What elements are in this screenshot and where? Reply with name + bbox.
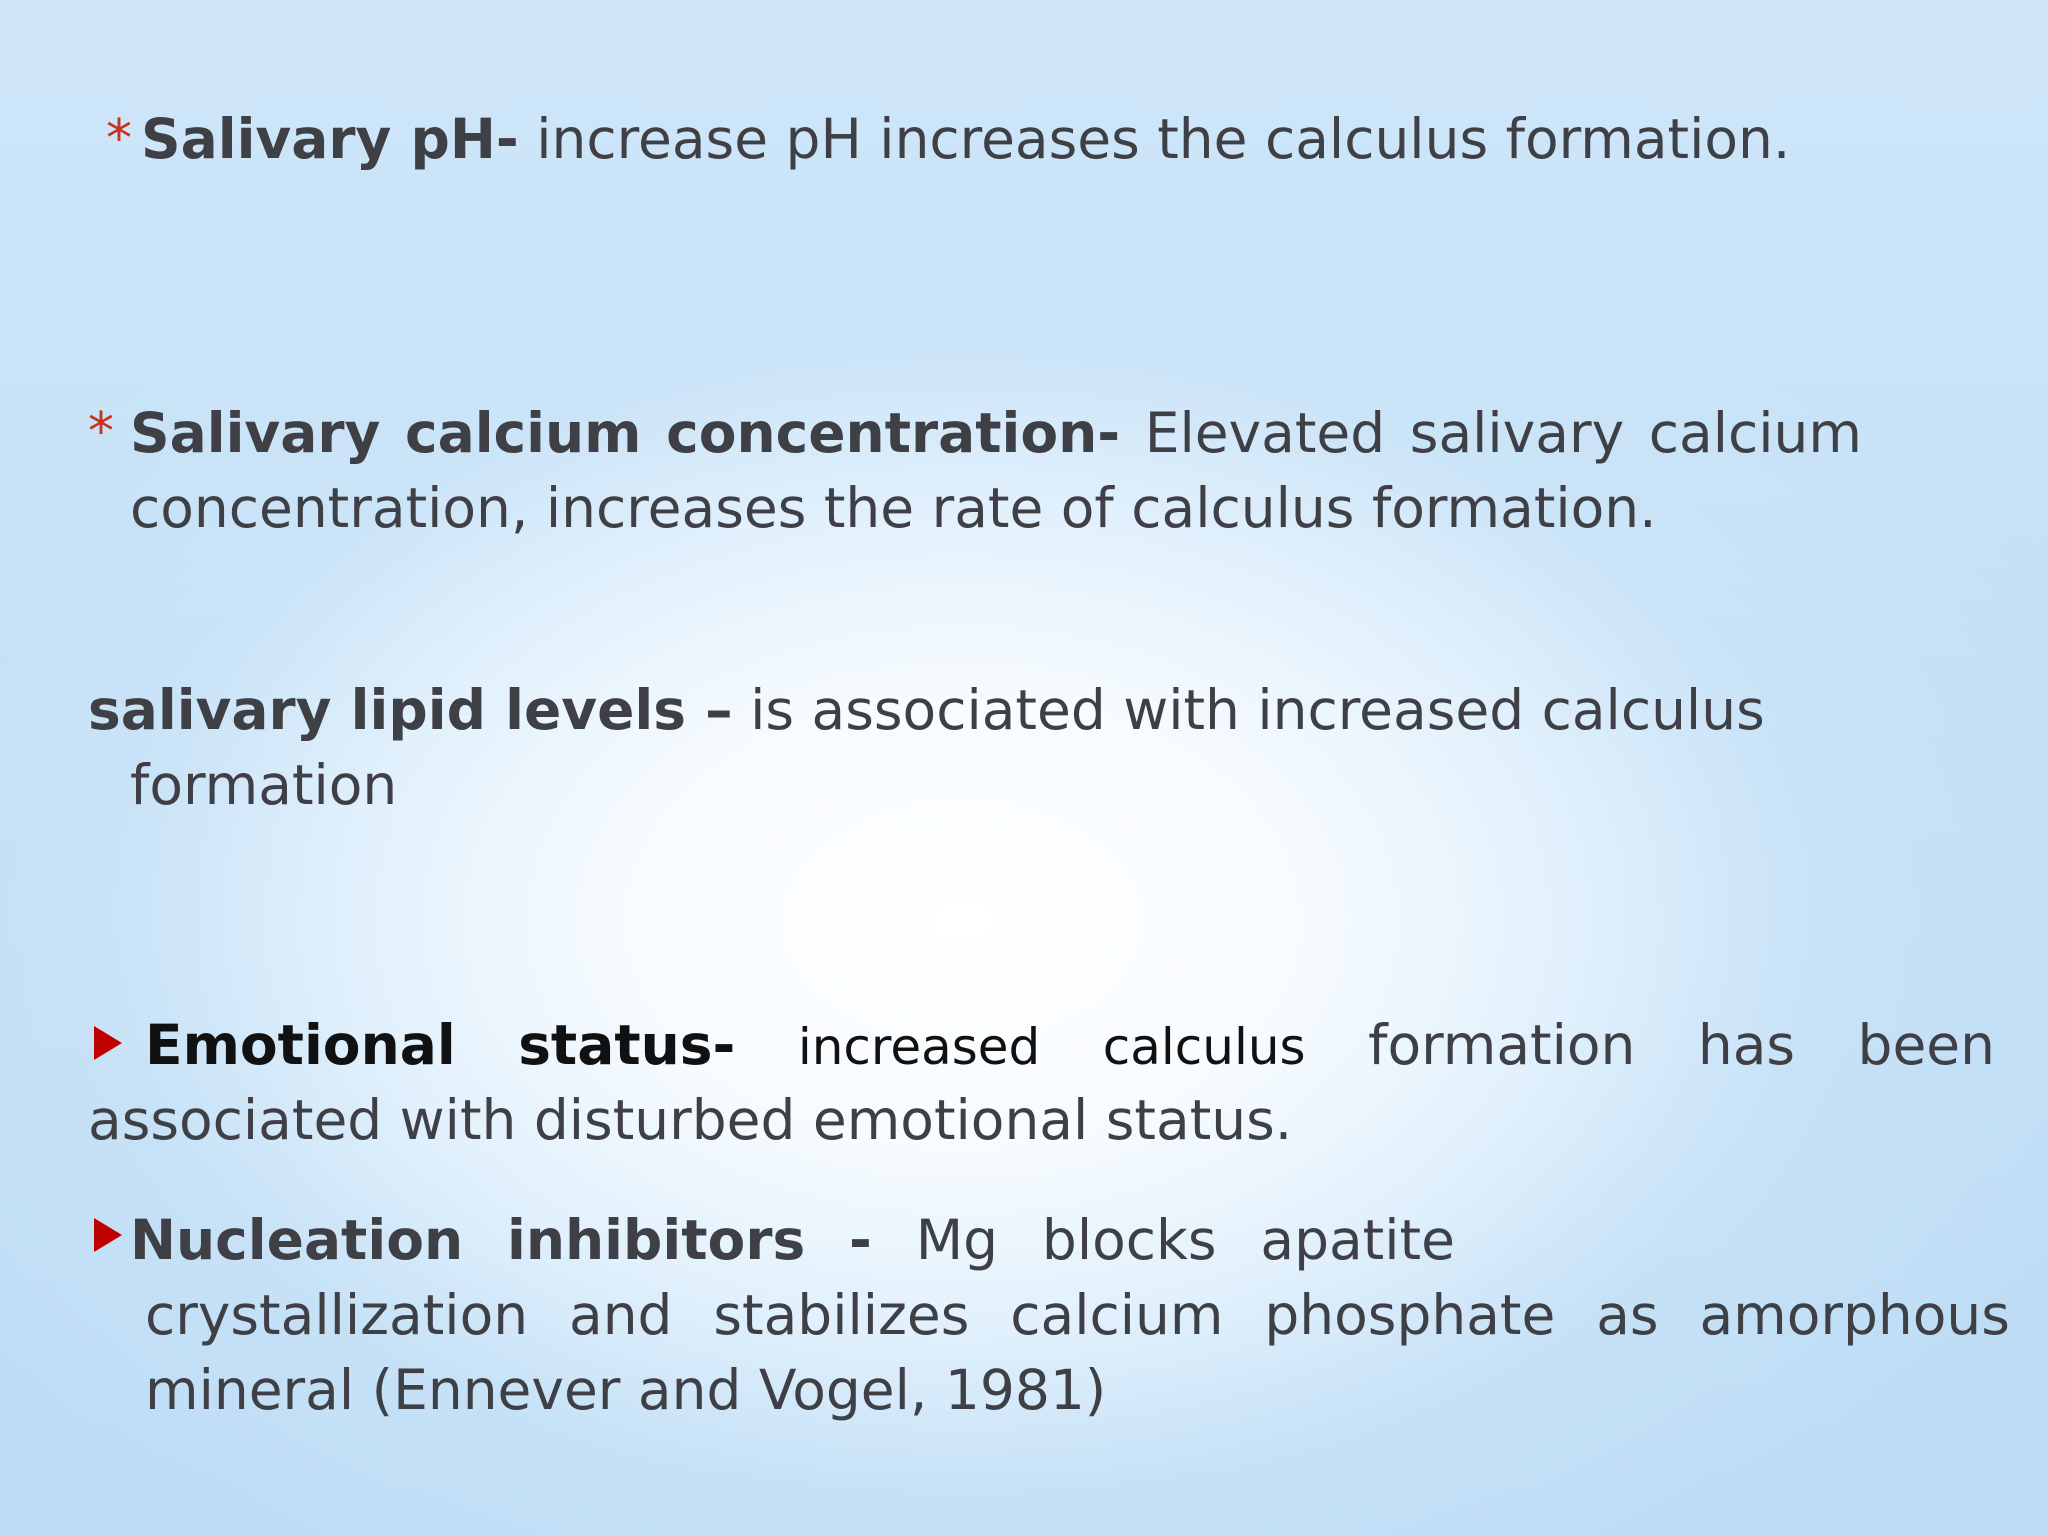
point-text-word: calculus xyxy=(1102,1018,1306,1076)
point-heading: Salivary pH- xyxy=(141,107,519,171)
point-line-2: concentration, increases the rate of calculus formation. xyxy=(130,476,1657,540)
point-text-word: crystallization xyxy=(145,1283,529,1347)
point-text-word: salivary xyxy=(1409,401,1625,465)
point-line-3: mineral (Ennever and Vogel, 1981) xyxy=(145,1358,1107,1422)
point-text-word: blocks xyxy=(1041,1208,1217,1272)
point-heading-word: status- xyxy=(518,1013,736,1077)
point-text-word: formation xyxy=(1368,1013,1636,1077)
point-heading-word: - xyxy=(849,1208,872,1272)
point-text-word: been xyxy=(1857,1013,1995,1077)
point-heading-word: calcium xyxy=(404,401,642,465)
point-heading: salivary lipid levels – xyxy=(88,678,733,742)
point-heading-word: concentration- xyxy=(666,401,1121,465)
point-heading-word: Emotional xyxy=(145,1013,456,1077)
point-text-word: stabilizes xyxy=(713,1283,970,1347)
asterisk-bullet-icon: * xyxy=(88,402,114,462)
point-line xyxy=(130,1203,1455,1278)
point-text-word: and xyxy=(568,1283,673,1347)
point-text-word: calcium xyxy=(1010,1283,1224,1347)
point-text-word: as xyxy=(1596,1283,1659,1347)
point-line-2: associated with disturbed emotional status. xyxy=(88,1088,1293,1152)
point-heading-word: Salivary xyxy=(130,401,381,465)
point-text-word: apatite xyxy=(1260,1208,1455,1272)
point-text-word: Mg xyxy=(915,1208,999,1272)
point-line-2: formation xyxy=(130,753,398,817)
point-heading-word: inhibitors xyxy=(507,1208,806,1272)
point-text-word: increased xyxy=(797,1018,1041,1076)
point-text-word: amorphous xyxy=(1699,1283,2010,1347)
triangle-bullet-icon xyxy=(94,1218,122,1252)
point-text-word: calcium xyxy=(1648,401,1862,465)
point-text-word: has xyxy=(1697,1013,1796,1077)
point-text: is associated with increased calculus xyxy=(732,678,1765,742)
point-text-word: phosphate xyxy=(1264,1283,1556,1347)
point-heading-word: Nucleation xyxy=(130,1208,464,1272)
point-text-word: Elevated xyxy=(1144,401,1386,465)
point-text: increase pH increases the calculus formation. xyxy=(518,107,1791,171)
asterisk-bullet-icon: * xyxy=(106,109,132,169)
point-line-2 xyxy=(145,1278,2010,1353)
